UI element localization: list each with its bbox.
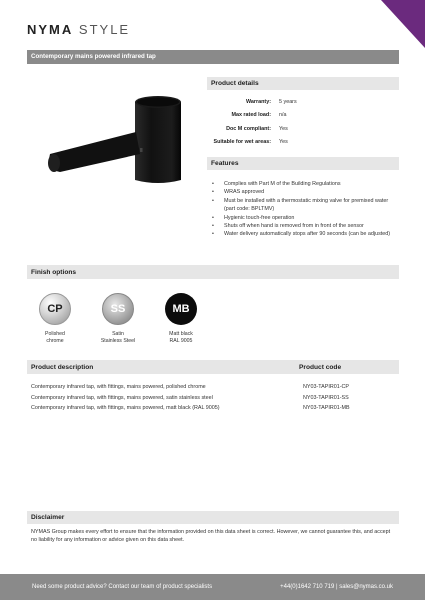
finish-label-line: chrome [46, 338, 64, 344]
feature-item: • Shuts off when hand is removed from in front of the sensor [212, 222, 400, 230]
detail-label: Doc M compliant: [226, 125, 271, 132]
detail-value: Yes [279, 125, 288, 132]
product-table-header [27, 360, 399, 374]
finish-label-line: Satin [112, 331, 124, 337]
finish-code: CP [39, 293, 71, 325]
detail-label: Max rated load: [231, 112, 271, 119]
finish-label-line: RAL 9005 [169, 338, 193, 344]
product-description-heading: Product description [31, 363, 94, 371]
finish-label-line: Stainless Steel [100, 338, 136, 344]
product-details [207, 95, 399, 149]
detail-row-max-load [207, 109, 399, 123]
brand-logo [27, 22, 130, 37]
finish-code: SS [102, 293, 134, 325]
detail-label: Suitable for wet areas: [213, 139, 271, 146]
table-row [27, 393, 399, 404]
feature-item: • WRAS approved [212, 188, 400, 196]
detail-value: 5 years [279, 98, 297, 105]
features-heading: Features [207, 157, 399, 170]
brand-subname: STYLE [78, 22, 131, 37]
table-row [27, 403, 399, 414]
product-code: NY03-TAPIR01-MB [303, 405, 350, 412]
feature-item: • Must be installed with a thermostatic mixing valve for premixed water (part code: BPLTMV) [212, 197, 400, 214]
page-title: Contemporary mains powered infrared tap [27, 50, 399, 64]
finish-options-heading: Finish options [27, 265, 399, 279]
product-code: NY03-TAPIR01-SS [303, 394, 349, 401]
detail-row-wet-areas [207, 136, 399, 150]
finish-label-line: Polished [45, 331, 65, 337]
feature-item: • Hygienic touch-free operation [212, 214, 400, 222]
product-description: Contemporary infrared tap, with fittings, mains powered, matt black (RAL 9005) [31, 405, 220, 412]
product-description: Contemporary infrared tap, with fittings, mains powered, satin stainless steel [31, 394, 213, 401]
detail-row-warranty [207, 95, 399, 109]
detail-label: Warranty: [246, 98, 271, 105]
footer-bar [0, 574, 425, 600]
feature-item: • Complies with Part M of the Building Regulations [212, 180, 400, 188]
finish-swatch-cp [38, 293, 72, 345]
detail-row-doc-m [207, 122, 399, 136]
finish-swatch-mb [164, 293, 198, 345]
feature-item: • Water delivery automatically stops after 90 seconds (can be adjusted) [212, 230, 400, 238]
brand-name: NYMA [27, 22, 74, 37]
finish-label [25, 331, 85, 345]
disclaimer-heading: Disclaimer [27, 511, 399, 524]
detail-value: Yes [279, 139, 288, 146]
corner-triangle-icon [381, 0, 425, 48]
footer-contact[interactable]: +44(0)1642 710 719 | sales@nymas.co.uk [280, 584, 393, 590]
footer-advice: Need some product advice? Contact our team of product specialists [32, 584, 213, 590]
disclaimer-text: NYMAS Group makes every effort to ensure that the information provided on this data sheet is correct. However, we cannot guarantee this, and accept no liability for any information or advice given on this data sheet. [31, 529, 391, 544]
finish-swatch-ss [101, 293, 135, 345]
detail-value: n/a [279, 112, 287, 119]
finish-code: MB [165, 293, 197, 325]
product-code: NY03-TAPIR01-CP [303, 384, 350, 391]
product-code-heading: Product code [299, 363, 342, 371]
table-row [27, 382, 399, 393]
finish-label [88, 331, 148, 345]
product-description: Contemporary infrared tap, with fittings, mains powered, polished chrome [31, 384, 206, 391]
finish-label-line: Matt black [169, 331, 193, 337]
product-details-heading: Product details [207, 77, 399, 90]
features-list [212, 180, 400, 239]
product-table [27, 382, 399, 414]
product-tap-image [40, 92, 185, 187]
finish-label [151, 331, 211, 345]
